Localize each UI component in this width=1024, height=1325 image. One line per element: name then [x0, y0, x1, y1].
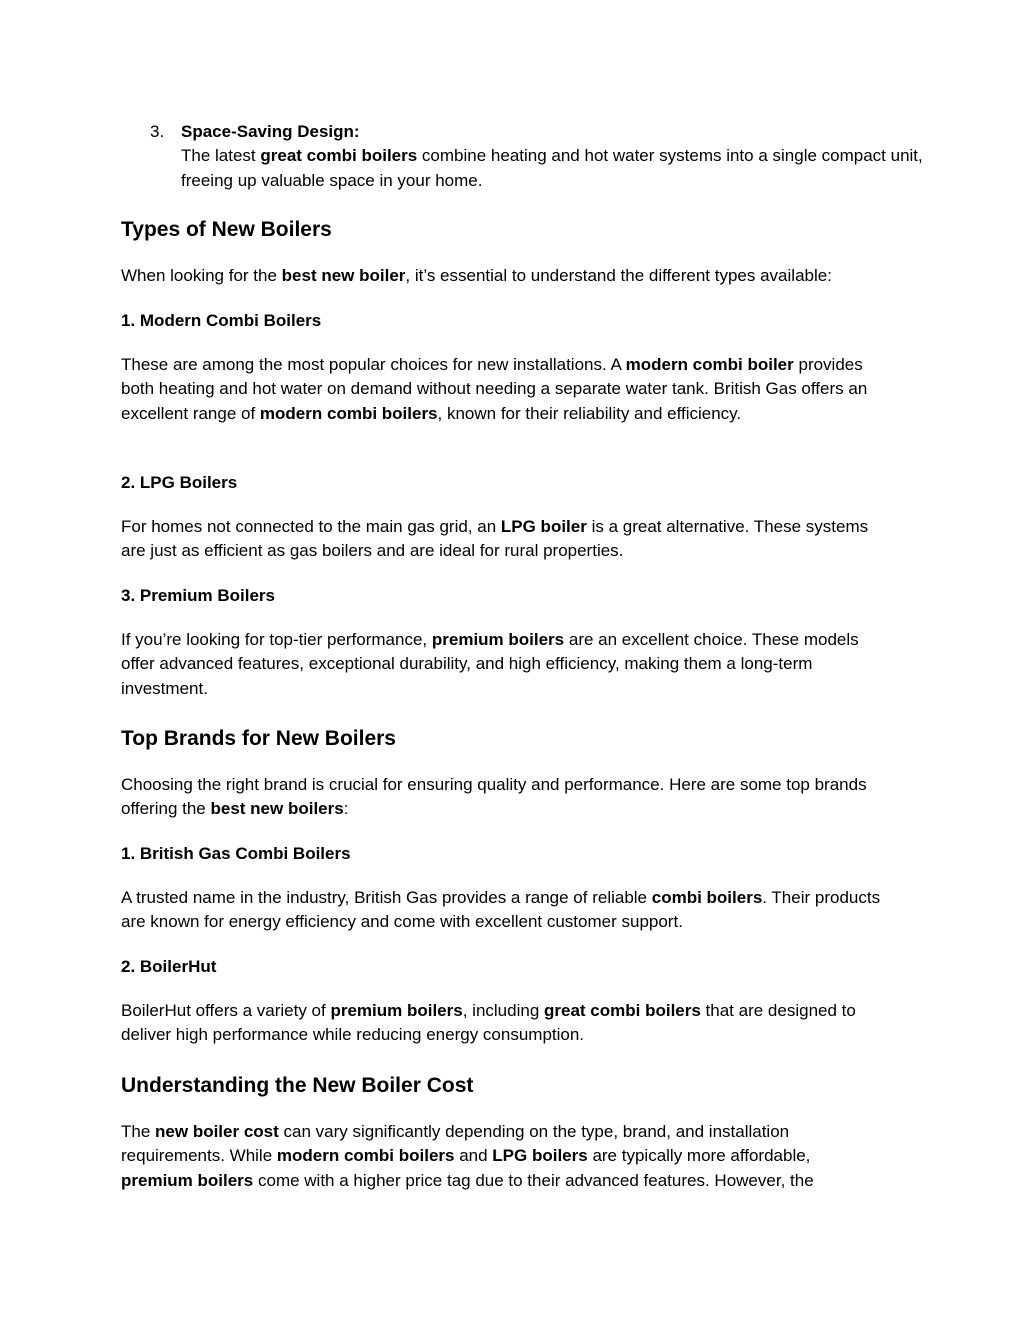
list-item-body: The latest great combi boilers combine heating and hot water systems into a single compact unit, freeing up valuable space in your home. — [181, 146, 923, 190]
bold-keyword: new boiler cost — [155, 1122, 279, 1141]
numbered-list-item — [121, 120, 961, 193]
bold-keyword: modern combi boiler — [625, 355, 794, 374]
subsection-body: BoilerHut offers a variety of premium boilers, including great combi boilers that are designed to deliver high performance while reducing energy consumption. — [121, 1001, 856, 1045]
subsection-title: 1. British Gas Combi Boilers — [121, 844, 351, 863]
bold-keyword: premium boilers — [431, 630, 565, 649]
bold-keyword: premium boilers — [121, 1170, 254, 1190]
bold-keyword: best new boilers — [210, 799, 344, 819]
section-intro: When looking for the best new boiler, it’s essential to understand the different types available: — [121, 266, 832, 285]
bold-keyword: premium boilers — [330, 1001, 463, 1020]
section-heading: Understanding the New Boiler Cost — [121, 1074, 474, 1097]
section-intro: Choosing the right brand is crucial for ensuring quality and performance. Here are some top brands offering the best new boilers: — [121, 775, 867, 819]
bold-keyword: modern combi boilers — [276, 1146, 455, 1166]
subsection-body: A trusted name in the industry, British Gas provides a range of reliable combi boilers. Their products are known for energy efficiency and come with excellent customer support. — [121, 888, 881, 932]
subsection-body: These are among the most popular choices for new installations. A modern combi boiler provides both heating and hot water on demand without needing a separate water tank. British Gas offers an excellent range of modern combi boilers, known for their reliability and efficiency. — [121, 355, 868, 423]
list-item-title: Space-Saving Design: — [181, 122, 360, 141]
section-heading: Types of New Boilers — [121, 218, 332, 241]
subsection-body: For homes not connected to the main gas grid, an LPG boiler is a great alternative. These systems are just as efficient as gas boilers and are ideal for rural properties. — [121, 517, 869, 561]
section-intro: The new boiler cost can vary significantly depending on the type, brand, and installation requirements. While modern combi boilers and LPG boilers are typically more affordable, premium boilers come with a higher price tag due to their advanced features. However, the — [121, 1122, 814, 1190]
section-heading: Top Brands for New Boilers — [121, 727, 396, 750]
subsection-title: 2. LPG Boilers — [121, 473, 238, 492]
bold-keyword: LPG boilers — [492, 1146, 588, 1166]
subsection-body: If you’re looking for top-tier performance, premium boilers are an excellent choice. These models offer advanced features, exceptional durability, and high efficiency, making them a long-term investment. — [121, 630, 859, 698]
subsection-title: 1. Modern Combi Boilers — [121, 311, 322, 330]
bold-keyword: LPG boiler — [500, 517, 587, 536]
list-item-number: 3. — [150, 122, 165, 141]
bold-keyword: great combi boilers — [544, 1001, 701, 1020]
bold-keyword: best new boiler — [281, 266, 406, 285]
subsection-title: 2. BoilerHut — [121, 957, 217, 976]
bold-keyword: great combi boilers — [260, 146, 418, 166]
bold-keyword: combi boilers — [651, 888, 763, 907]
subsection-title: 3. Premium Boilers — [121, 586, 276, 605]
bold-keyword: modern combi boilers — [259, 403, 438, 423]
